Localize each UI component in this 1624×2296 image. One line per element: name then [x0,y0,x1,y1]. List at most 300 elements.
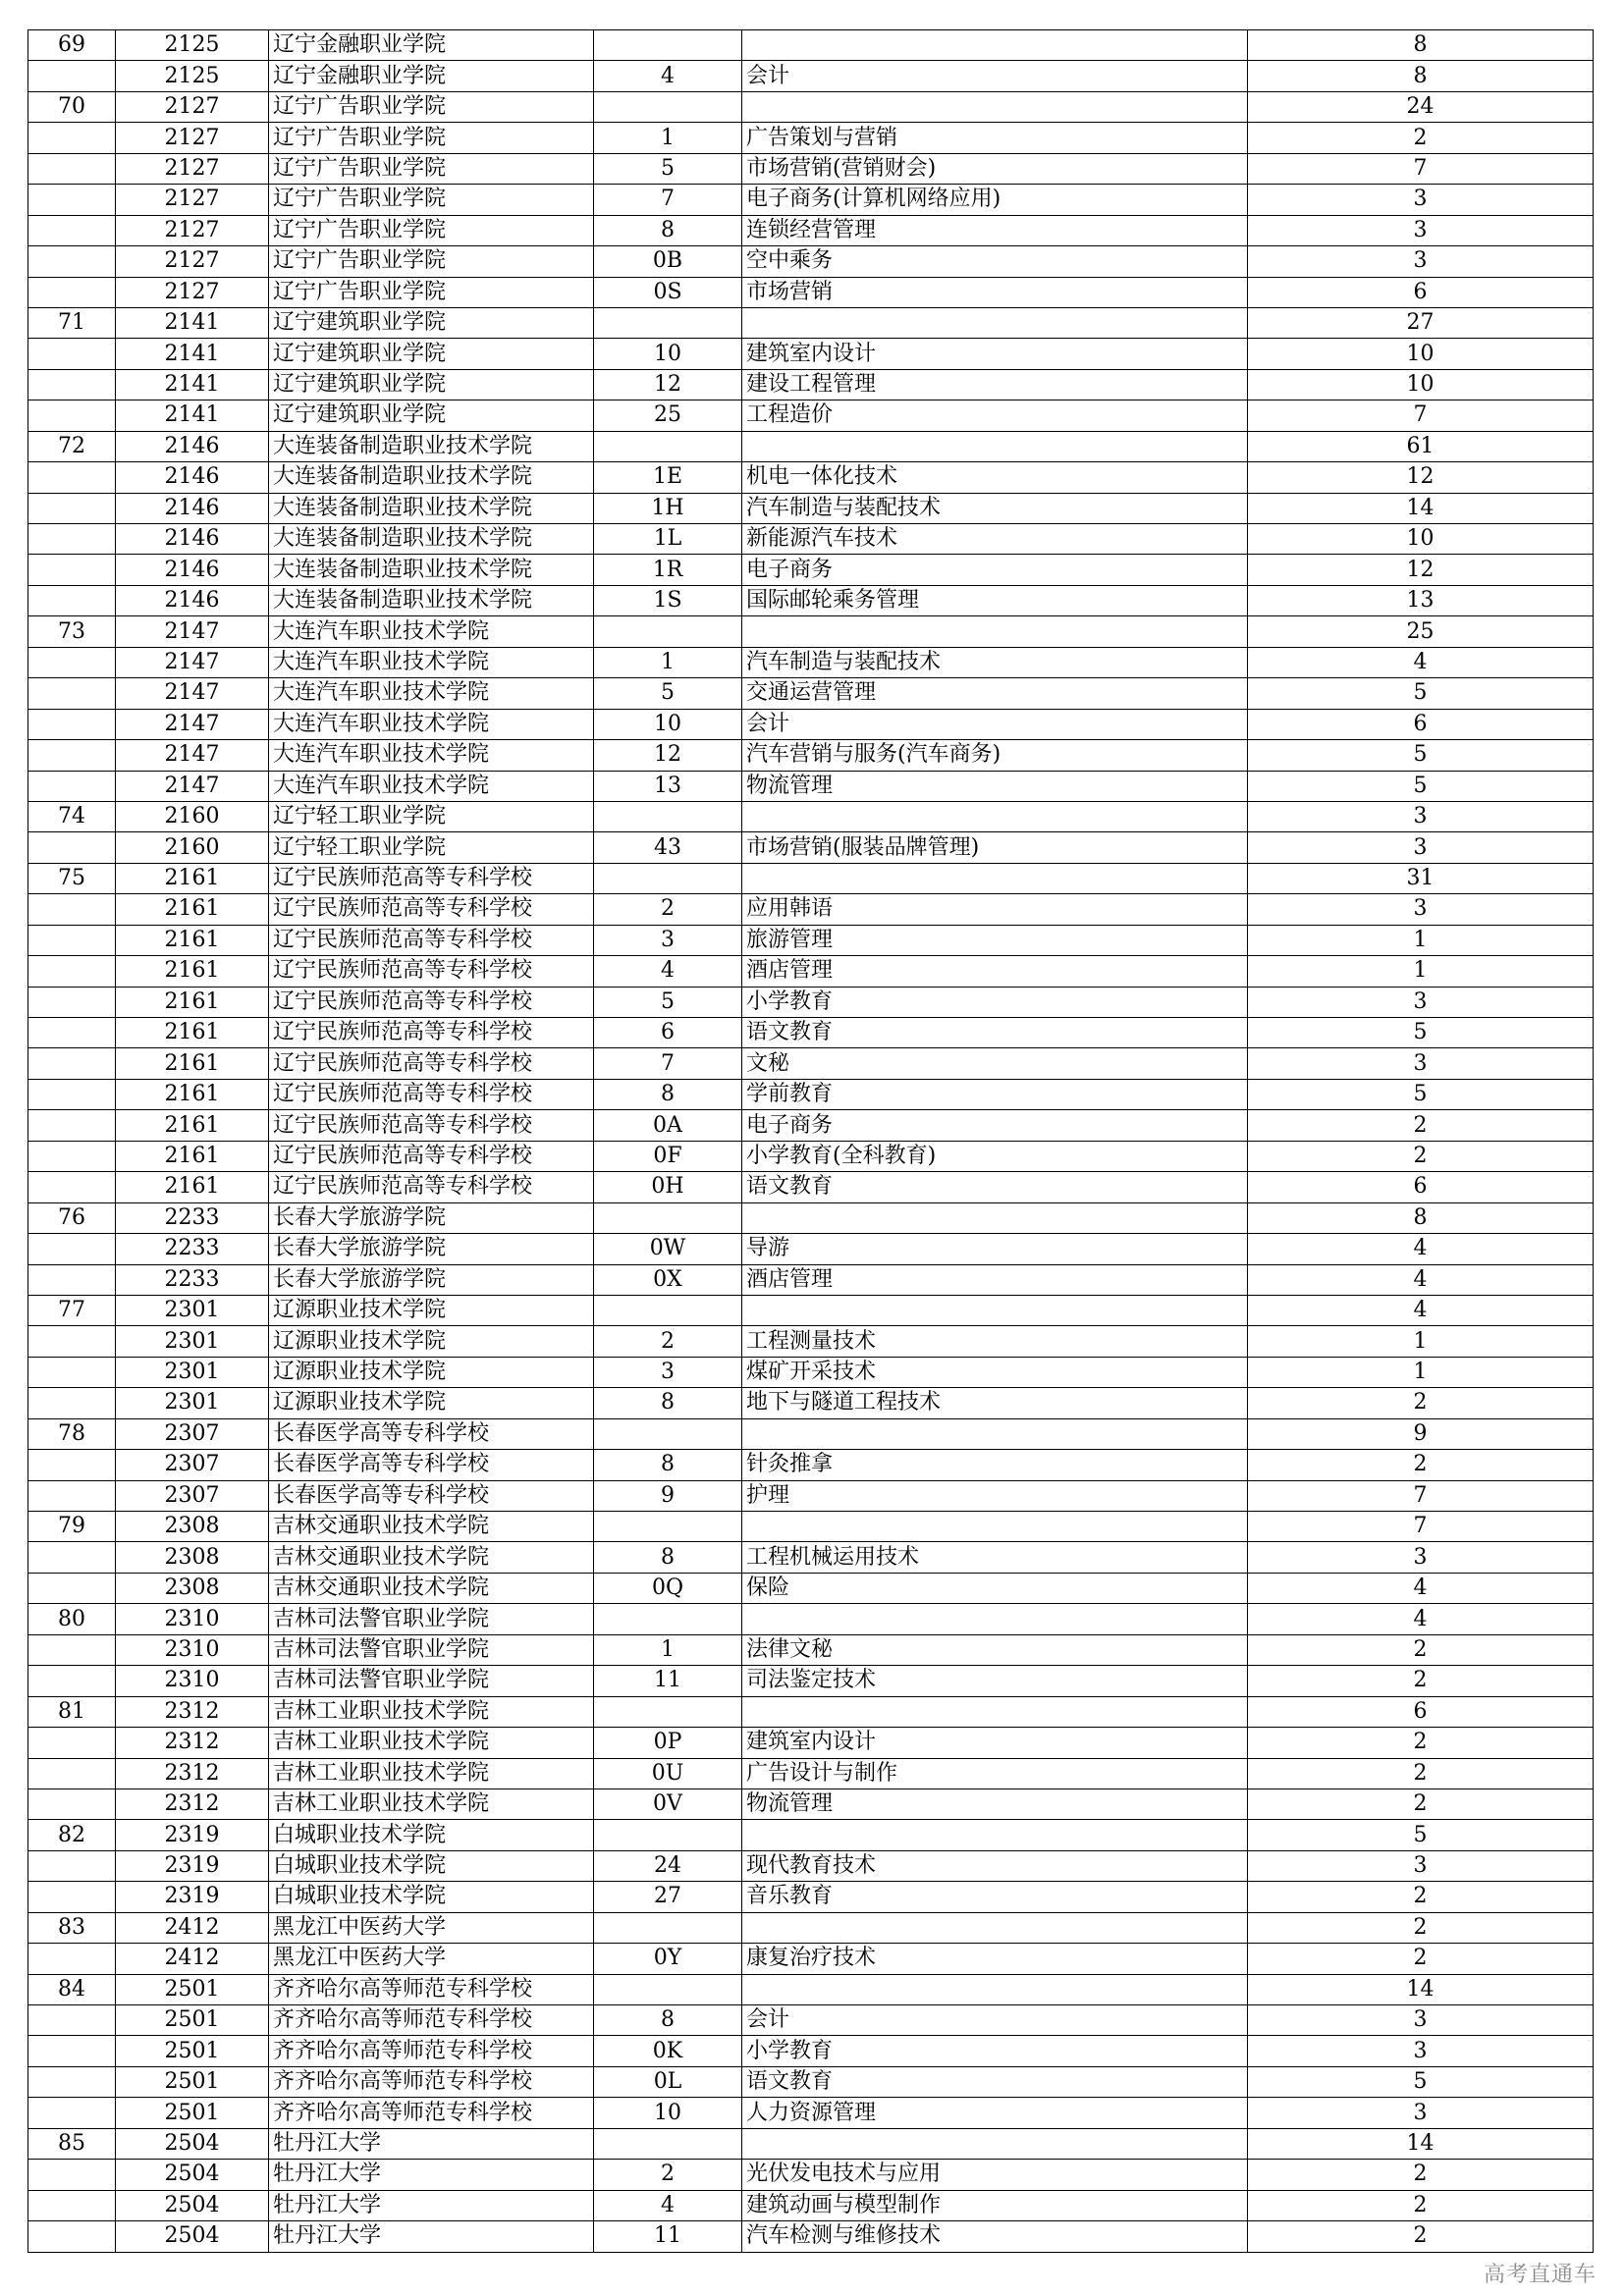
table-row [28,2036,1594,2066]
major-name-cell [742,1604,1248,1634]
major-code-cell: 0B [594,246,742,277]
major-name-cell [742,1820,1248,1850]
table-row [28,61,1594,91]
major-name-cell: 物流管理 [742,771,1248,801]
major-name-cell: 广告设计与制作 [742,1758,1248,1789]
major-name-cell [742,1202,1248,1233]
major-name-cell [742,307,1248,338]
major-name-cell: 建筑动画与模型制作 [742,2190,1248,2220]
table-row [28,863,1594,893]
plan-count-cell: 3 [1248,832,1594,863]
seq-cell [28,2005,116,2036]
seq-cell [28,1357,116,1387]
major-name-cell: 学前教育 [742,1079,1248,1109]
table-row [28,1789,1594,1819]
seq-cell [28,709,116,739]
seq-cell [28,1882,116,1912]
school-name-cell: 大连装备制造职业技术学院 [269,555,594,585]
seq-cell: 85 [28,2128,116,2159]
major-name-cell: 新能源汽车技术 [742,524,1248,555]
plan-count-cell: 8 [1248,61,1594,91]
school-code-cell: 2161 [116,1141,269,1171]
school-code-cell: 2161 [116,925,269,955]
seq-cell [28,1326,116,1357]
plan-count-cell: 2 [1248,1789,1594,1819]
seq-cell: 77 [28,1295,116,1325]
major-code-cell [594,1418,742,1449]
major-name-cell: 小学教育 [742,987,1248,1017]
school-name-cell: 辽宁广告职业学院 [269,123,594,153]
plan-count-cell: 25 [1248,616,1594,647]
plan-count-cell: 5 [1248,740,1594,771]
plan-count-cell: 5 [1248,2066,1594,2097]
seq-cell [28,246,116,277]
school-code-cell: 2319 [116,1850,269,1881]
major-code-cell: 0Y [594,1944,742,1974]
plan-count-cell: 7 [1248,1512,1594,1542]
plan-count-cell: 61 [1248,431,1594,461]
major-code-cell: 2 [594,894,742,925]
seq-cell [28,678,116,709]
plan-count-cell: 3 [1248,1542,1594,1573]
seq-cell [28,1789,116,1819]
seq-cell [28,185,116,215]
major-name-cell: 工程机械运用技术 [742,1542,1248,1573]
plan-count-cell: 3 [1248,2036,1594,2066]
school-name-cell: 辽宁广告职业学院 [269,153,594,184]
school-name-cell: 吉林交通职业技术学院 [269,1542,594,1573]
major-name-cell: 文秘 [742,1048,1248,1079]
major-code-cell: 8 [594,215,742,245]
plan-count-cell: 2 [1248,1944,1594,1974]
plan-count-cell: 2 [1248,1666,1594,1696]
plan-count-cell: 1 [1248,1326,1594,1357]
school-code-cell: 2127 [116,123,269,153]
school-name-cell: 齐齐哈尔高等师范专科学校 [269,2098,594,2128]
school-code-cell: 2146 [116,524,269,555]
table-row [28,987,1594,1017]
major-code-cell: 0V [594,1789,742,1819]
table-row [28,1234,1594,1264]
school-name-cell: 辽宁民族师范高等专科学校 [269,1018,594,1048]
table-row [28,1357,1594,1387]
seq-cell: 73 [28,616,116,647]
major-code-cell: 10 [594,2098,742,2128]
plan-count-cell: 2 [1248,1882,1594,1912]
school-name-cell: 辽宁轻工职业学院 [269,832,594,863]
plan-count-cell: 1 [1248,925,1594,955]
table-row [28,1202,1594,1233]
major-name-cell: 市场营销(服装品牌管理) [742,832,1248,863]
school-name-cell: 大连汽车职业技术学院 [269,647,594,677]
major-name-cell: 地下与隧道工程技术 [742,1388,1248,1418]
table-row [28,91,1594,122]
major-code-cell: 7 [594,185,742,215]
school-name-cell: 吉林工业职业技术学院 [269,1696,594,1727]
table-row [28,1110,1594,1141]
school-name-cell: 辽宁广告职业学院 [269,215,594,245]
table-row [28,1141,1594,1171]
school-code-cell: 2146 [116,462,269,493]
school-name-cell: 辽宁民族师范高等专科学校 [269,1110,594,1141]
school-code-cell: 2504 [116,2128,269,2159]
school-name-cell: 黑龙江中医药大学 [269,1912,594,1943]
seq-cell [28,555,116,585]
table-row [28,246,1594,277]
major-code-cell [594,30,742,61]
school-code-cell: 2141 [116,307,269,338]
major-code-cell: 0L [594,2066,742,2097]
school-name-cell: 白城职业技术学院 [269,1882,594,1912]
school-name-cell: 吉林工业职业技术学院 [269,1728,594,1758]
table-row [28,1018,1594,1048]
plan-count-cell: 3 [1248,894,1594,925]
plan-count-cell: 8 [1248,30,1594,61]
major-code-cell [594,307,742,338]
school-code-cell: 2504 [116,2160,269,2190]
major-name-cell: 国际邮轮乘务管理 [742,585,1248,615]
major-code-cell: 0H [594,1172,742,1202]
school-name-cell: 辽宁民族师范高等专科学校 [269,1172,594,1202]
major-code-cell: 3 [594,1357,742,1387]
major-name-cell: 建设工程管理 [742,369,1248,400]
plan-count-cell: 4 [1248,1295,1594,1325]
plan-count-cell: 14 [1248,493,1594,523]
school-code-cell: 2146 [116,585,269,615]
table-row [28,493,1594,523]
seq-cell [28,1234,116,1264]
seq-cell: 82 [28,1820,116,1850]
plan-count-cell: 2 [1248,2160,1594,2190]
school-code-cell: 2161 [116,894,269,925]
major-name-cell: 汽车营销与服务(汽车商务) [742,740,1248,771]
major-name-cell: 康复治疗技术 [742,1944,1248,1974]
major-name-cell: 电子商务 [742,555,1248,585]
major-code-cell: 5 [594,678,742,709]
major-name-cell: 针灸推拿 [742,1450,1248,1480]
major-code-cell: 10 [594,339,742,369]
seq-cell: 75 [28,863,116,893]
plan-count-cell: 24 [1248,91,1594,122]
major-name-cell: 电子商务(计算机网络应用) [742,185,1248,215]
table-row [28,369,1594,400]
school-code-cell: 2161 [116,1110,269,1141]
school-code-cell: 2301 [116,1295,269,1325]
plan-count-cell: 2 [1248,1388,1594,1418]
school-name-cell: 牡丹江大学 [269,2160,594,2190]
plan-count-cell: 3 [1248,2005,1594,2036]
school-code-cell: 2127 [116,153,269,184]
major-name-cell: 酒店管理 [742,1264,1248,1295]
table-row [28,185,1594,215]
school-code-cell: 2233 [116,1264,269,1295]
table-row [28,1912,1594,1943]
school-name-cell: 白城职业技术学院 [269,1820,594,1850]
table-row [28,431,1594,461]
school-name-cell: 辽宁广告职业学院 [269,91,594,122]
major-name-cell: 会计 [742,61,1248,91]
school-code-cell: 2301 [116,1388,269,1418]
major-name-cell: 广告策划与营销 [742,123,1248,153]
major-name-cell: 物流管理 [742,1789,1248,1819]
school-name-cell: 辽宁建筑职业学院 [269,400,594,431]
school-name-cell: 长春医学高等专科学校 [269,1450,594,1480]
major-code-cell: 0K [594,2036,742,2066]
major-name-cell: 司法鉴定技术 [742,1666,1248,1696]
major-name-cell: 交通运营管理 [742,678,1248,709]
school-name-cell: 长春大学旅游学院 [269,1264,594,1295]
seq-cell [28,1850,116,1881]
seq-cell: 84 [28,1974,116,2004]
plan-count-cell: 2 [1248,1634,1594,1665]
school-code-cell: 2125 [116,61,269,91]
major-code-cell: 25 [594,400,742,431]
major-code-cell [594,1295,742,1325]
plan-count-cell: 2 [1248,1758,1594,1789]
table-row [28,2160,1594,2190]
school-code-cell: 2147 [116,740,269,771]
major-code-cell: 1R [594,555,742,585]
school-code-cell: 2501 [116,2005,269,2036]
school-code-cell: 2233 [116,1234,269,1264]
seq-cell: 74 [28,801,116,831]
school-code-cell: 2147 [116,771,269,801]
school-name-cell: 齐齐哈尔高等师范专科学校 [269,1974,594,2004]
school-name-cell: 长春大学旅游学院 [269,1234,594,1264]
school-name-cell: 辽宁建筑职业学院 [269,369,594,400]
school-name-cell: 齐齐哈尔高等师范专科学校 [269,2066,594,2097]
table-row [28,123,1594,153]
major-code-cell: 8 [594,1542,742,1573]
school-name-cell: 辽宁民族师范高等专科学校 [269,956,594,987]
plan-count-cell: 12 [1248,555,1594,585]
seq-cell [28,771,116,801]
seq-cell [28,462,116,493]
seq-cell [28,1172,116,1202]
table-row [28,709,1594,739]
school-code-cell: 2161 [116,863,269,893]
major-code-cell [594,1202,742,1233]
major-name-cell: 机电一体化技术 [742,462,1248,493]
table-row [28,2128,1594,2159]
school-code-cell: 2310 [116,1634,269,1665]
table-row [28,1418,1594,1449]
plan-count-cell: 14 [1248,2128,1594,2159]
table-row [28,894,1594,925]
school-code-cell: 2319 [116,1882,269,1912]
school-code-cell: 2141 [116,369,269,400]
school-code-cell: 2312 [116,1696,269,1727]
major-code-cell: 12 [594,740,742,771]
plan-count-cell: 5 [1248,771,1594,801]
major-name-cell: 会计 [742,709,1248,739]
school-name-cell: 大连装备制造职业技术学院 [269,431,594,461]
plan-count-cell: 12 [1248,462,1594,493]
school-code-cell: 2141 [116,400,269,431]
major-name-cell [742,2128,1248,2159]
school-code-cell: 2147 [116,709,269,739]
major-name-cell: 护理 [742,1480,1248,1511]
seq-cell [28,647,116,677]
major-code-cell [594,1974,742,2004]
table-row [28,1480,1594,1511]
school-name-cell: 吉林工业职业技术学院 [269,1789,594,1819]
school-name-cell: 大连装备制造职业技术学院 [269,493,594,523]
school-name-cell: 辽宁建筑职业学院 [269,307,594,338]
seq-cell [28,123,116,153]
seq-cell [28,1264,116,1295]
enrollment-plan-table [27,29,1594,2253]
school-name-cell: 辽宁广告职业学院 [269,185,594,215]
plan-count-cell: 3 [1248,215,1594,245]
major-code-cell [594,2128,742,2159]
seq-cell [28,585,116,615]
major-name-cell: 连锁经营管理 [742,215,1248,245]
school-code-cell: 2501 [116,1974,269,2004]
seq-cell [28,925,116,955]
major-code-cell: 2 [594,2160,742,2190]
major-name-cell: 保险 [742,1573,1248,1603]
major-code-cell: 12 [594,369,742,400]
major-name-cell [742,1512,1248,1542]
school-code-cell: 2310 [116,1666,269,1696]
major-name-cell: 建筑室内设计 [742,339,1248,369]
table-row [28,1850,1594,1881]
major-name-cell [742,1418,1248,1449]
school-code-cell: 2412 [116,1944,269,1974]
plan-count-cell: 2 [1248,123,1594,153]
seq-cell [28,1728,116,1758]
school-name-cell: 大连汽车职业技术学院 [269,709,594,739]
major-name-cell: 小学教育(全科教育) [742,1141,1248,1171]
major-code-cell: 1 [594,1634,742,1665]
major-code-cell: 2 [594,1326,742,1357]
table-row [28,1172,1594,1202]
major-code-cell: 4 [594,956,742,987]
major-name-cell [742,1912,1248,1943]
major-name-cell: 工程测量技术 [742,1326,1248,1357]
table-row [28,400,1594,431]
plan-count-cell: 13 [1248,585,1594,615]
major-code-cell: 11 [594,1666,742,1696]
school-name-cell: 辽源职业技术学院 [269,1295,594,1325]
school-code-cell: 2233 [116,1202,269,1233]
plan-count-cell: 4 [1248,1573,1594,1603]
seq-cell [28,1388,116,1418]
seq-cell [28,1110,116,1141]
major-name-cell: 电子商务 [742,1110,1248,1141]
seq-cell: 69 [28,30,116,61]
school-code-cell: 2141 [116,339,269,369]
table-row [28,1974,1594,2004]
school-code-cell: 2147 [116,647,269,677]
major-code-cell: 9 [594,1480,742,1511]
table-row [28,832,1594,863]
school-name-cell: 牡丹江大学 [269,2128,594,2159]
major-code-cell: 0F [594,1141,742,1171]
school-name-cell: 牡丹江大学 [269,2190,594,2220]
seq-cell [28,493,116,523]
table-row [28,1820,1594,1850]
major-code-cell: 7 [594,1048,742,1079]
major-code-cell: 1L [594,524,742,555]
plan-count-cell: 2 [1248,1912,1594,1943]
table-row [28,1696,1594,1727]
major-name-cell: 工程造价 [742,400,1248,431]
major-name-cell: 空中乘务 [742,246,1248,277]
school-name-cell: 辽宁民族师范高等专科学校 [269,987,594,1017]
seq-cell [28,1048,116,1079]
seq-cell [28,740,116,771]
major-name-cell: 汽车制造与装配技术 [742,493,1248,523]
major-code-cell: 43 [594,832,742,863]
table-row [28,1048,1594,1079]
school-code-cell: 2412 [116,1912,269,1943]
major-name-cell: 语文教育 [742,1172,1248,1202]
school-code-cell: 2312 [116,1728,269,1758]
school-code-cell: 2310 [116,1604,269,1634]
school-name-cell: 辽宁广告职业学院 [269,246,594,277]
school-code-cell: 2146 [116,555,269,585]
table-row [28,1326,1594,1357]
major-code-cell: 5 [594,153,742,184]
plan-count-cell: 7 [1248,153,1594,184]
seq-cell: 83 [28,1912,116,1943]
seq-cell [28,1758,116,1789]
school-name-cell: 辽宁民族师范高等专科学校 [269,1048,594,1079]
table-row [28,1666,1594,1696]
seq-cell: 80 [28,1604,116,1634]
plan-count-cell: 2 [1248,2221,1594,2252]
major-code-cell: 24 [594,1850,742,1881]
plan-count-cell: 2 [1248,1110,1594,1141]
school-name-cell: 辽宁民族师范高等专科学校 [269,1079,594,1109]
school-code-cell: 2161 [116,1018,269,1048]
seq-cell [28,2036,116,2066]
school-code-cell: 2127 [116,215,269,245]
plan-count-cell: 2 [1248,2190,1594,2220]
plan-count-cell: 2 [1248,1141,1594,1171]
plan-count-cell: 10 [1248,369,1594,400]
plan-count-cell: 3 [1248,987,1594,1017]
school-name-cell: 长春医学高等专科学校 [269,1418,594,1449]
plan-count-cell: 6 [1248,277,1594,307]
table-row [28,524,1594,555]
major-code-cell: 8 [594,2005,742,2036]
major-code-cell [594,801,742,831]
seq-cell [28,1573,116,1603]
major-name-cell: 光伏发电技术与应用 [742,2160,1248,2190]
school-code-cell: 2125 [116,30,269,61]
major-code-cell: 11 [594,2221,742,2252]
school-code-cell: 2307 [116,1450,269,1480]
table-row [28,956,1594,987]
plan-count-cell: 4 [1248,647,1594,677]
school-code-cell: 2147 [116,678,269,709]
major-name-cell [742,616,1248,647]
school-code-cell: 2501 [116,2066,269,2097]
table-row [28,1944,1594,1974]
table-row [28,1450,1594,1480]
plan-count-cell: 3 [1248,1850,1594,1881]
table-row [28,555,1594,585]
major-name-cell: 语文教育 [742,1018,1248,1048]
table-row [28,1573,1594,1603]
school-name-cell: 吉林司法警官职业学院 [269,1634,594,1665]
table-row [28,1634,1594,1665]
school-code-cell: 2161 [116,956,269,987]
school-name-cell: 辽源职业技术学院 [269,1388,594,1418]
